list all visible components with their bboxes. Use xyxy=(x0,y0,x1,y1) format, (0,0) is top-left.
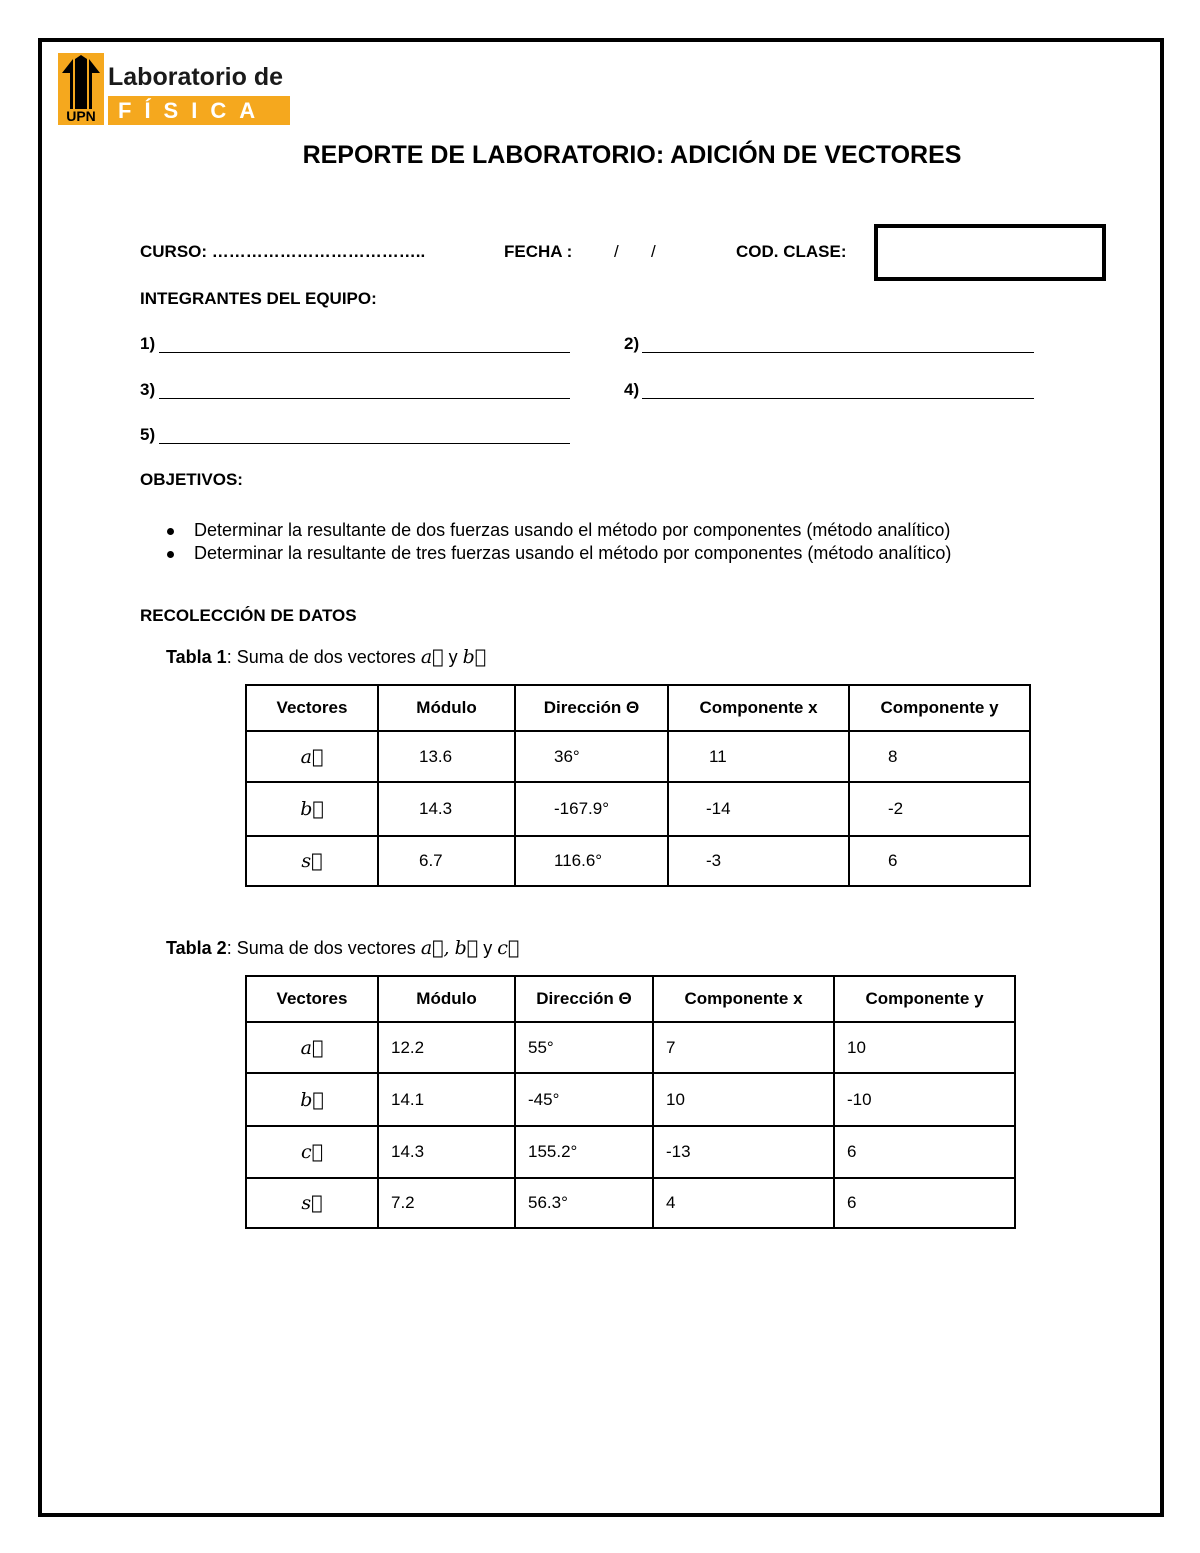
header-cell: Dirección Θ xyxy=(515,685,668,731)
table-header-row xyxy=(246,976,1015,1022)
componente-y-cell: -2 xyxy=(849,782,1030,836)
header-cell: Vectores xyxy=(246,976,378,1022)
logo-line2: FÍSICA xyxy=(108,96,290,125)
header-cell: Módulo xyxy=(378,685,515,731)
direccion-cell: 116.6° xyxy=(515,836,668,886)
direccion-cell: -45° xyxy=(515,1073,653,1126)
integrante-2-line[interactable] xyxy=(642,352,1034,353)
vector-cell: s⃗ xyxy=(246,1178,378,1228)
table-row xyxy=(246,1022,1015,1073)
modulo-cell: 7.2 xyxy=(378,1178,515,1228)
table-row xyxy=(246,1178,1015,1228)
direccion-cell: 155.2° xyxy=(515,1126,653,1178)
componente-y-cell: 10 xyxy=(834,1022,1015,1073)
table-header-row xyxy=(246,685,1030,731)
caption-conjunction: y xyxy=(448,647,458,667)
table1-caption-text: : Suma de dos vectores xyxy=(226,647,416,667)
componente-x-cell: 4 xyxy=(653,1178,834,1228)
integrante-number: 2) xyxy=(624,334,640,353)
objetivo-item: Determinar la resultante de tres fuerzas usando el método por componentes (método analítico) xyxy=(165,542,951,565)
integrante-number: 1) xyxy=(140,334,156,353)
modulo-cell: 13.6 xyxy=(378,731,515,782)
table1-caption-bold: Tabla 1 xyxy=(166,647,227,667)
header-cell: Módulo xyxy=(378,976,515,1022)
modulo-cell: 14.1 xyxy=(378,1073,515,1126)
upn-arrow-icon xyxy=(58,53,104,125)
cod-clase-label: COD. CLASE: xyxy=(736,242,847,261)
table2 xyxy=(245,975,1016,1229)
header-cell: Vectores xyxy=(246,685,378,731)
cod-clase-box[interactable] xyxy=(874,224,1106,281)
header-cell: Dirección Θ xyxy=(515,976,653,1022)
componente-y-cell: 6 xyxy=(834,1126,1015,1178)
componente-x-cell: 10 xyxy=(653,1073,834,1126)
objetivos-label: OBJETIVOS: xyxy=(140,470,243,489)
header-cell: Componente y xyxy=(834,976,1015,1022)
table2-caption-bold: Tabla 2 xyxy=(166,938,227,958)
recoleccion-label: RECOLECCIÓN DE DATOS xyxy=(140,606,357,625)
integrante-4-line[interactable] xyxy=(642,398,1034,399)
objetivos-list xyxy=(165,519,951,565)
integrante-number: 3) xyxy=(140,380,156,399)
table-row xyxy=(246,1126,1015,1178)
modulo-cell: 12.2 xyxy=(378,1022,515,1073)
modulo-cell: 14.3 xyxy=(378,782,515,836)
vector-a-symbol: a⃗ xyxy=(420,646,444,668)
componente-y-cell: 6 xyxy=(849,836,1030,886)
vector-cell: s⃗ xyxy=(246,836,378,886)
componente-x-cell: 11 xyxy=(668,731,849,782)
componente-x-cell: 7 xyxy=(653,1022,834,1073)
modulo-cell: 14.3 xyxy=(378,1126,515,1178)
fecha-separator: / xyxy=(651,242,656,261)
direccion-cell: 56.3° xyxy=(515,1178,653,1228)
header-cell: Componente y xyxy=(849,685,1030,731)
integrantes-label: INTEGRANTES DEL EQUIPO: xyxy=(140,289,377,308)
direccion-cell: 36° xyxy=(515,731,668,782)
table1-caption xyxy=(166,646,486,668)
componente-y-cell: -10 xyxy=(834,1073,1015,1126)
vector-b-symbol: b⃗ xyxy=(462,646,487,668)
fecha-label: FECHA : xyxy=(504,242,573,261)
modulo-cell: 6.7 xyxy=(378,836,515,886)
vector-cell: a⃗ xyxy=(246,731,378,782)
objetivo-item: Determinar la resultante de dos fuerzas usando el método por componentes (método analítico) xyxy=(165,519,951,542)
logo-mark-text: UPN xyxy=(66,108,96,124)
componente-y-cell: 6 xyxy=(834,1178,1015,1228)
table1 xyxy=(245,684,1031,887)
integrante-number: 4) xyxy=(624,380,640,399)
caption-conjunction: y xyxy=(483,938,493,958)
table-row xyxy=(246,731,1030,782)
direccion-cell: 55° xyxy=(515,1022,653,1073)
vector-a-symbol: a⃗, xyxy=(420,937,450,959)
header-cell: Componente x xyxy=(668,685,849,731)
header-cell: Componente x xyxy=(653,976,834,1022)
integrante-1-line[interactable] xyxy=(159,352,570,353)
componente-x-cell: -3 xyxy=(668,836,849,886)
upn-logo xyxy=(58,53,290,125)
integrante-5-line[interactable] xyxy=(159,443,570,444)
curso-field[interactable]: CURSO: ……………………………….. xyxy=(140,242,426,261)
vector-b-symbol: b⃗ xyxy=(454,937,479,959)
page-title: REPORTE DE LABORATORIO: ADICIÓN DE VECTORES xyxy=(302,141,962,169)
table2-caption xyxy=(166,937,519,959)
componente-x-cell: -13 xyxy=(653,1126,834,1178)
vector-cell: a⃗ xyxy=(246,1022,378,1073)
componente-y-cell: 8 xyxy=(849,731,1030,782)
table2-caption-text: : Suma de dos vectores xyxy=(226,938,416,958)
fecha-separator: / xyxy=(614,242,619,261)
vector-cell: b⃗ xyxy=(246,782,378,836)
integrante-3-line[interactable] xyxy=(159,398,570,399)
vector-cell: b⃗ xyxy=(246,1073,378,1126)
table-row xyxy=(246,782,1030,836)
integrante-number: 5) xyxy=(140,425,156,444)
table-row xyxy=(246,1073,1015,1126)
vector-c-symbol: c⃗ xyxy=(497,937,520,959)
logo-line1: Laboratorio de xyxy=(108,63,284,91)
table-row xyxy=(246,836,1030,886)
vector-cell: c⃗ xyxy=(246,1126,378,1178)
componente-x-cell: -14 xyxy=(668,782,849,836)
direccion-cell: -167.9° xyxy=(515,782,668,836)
